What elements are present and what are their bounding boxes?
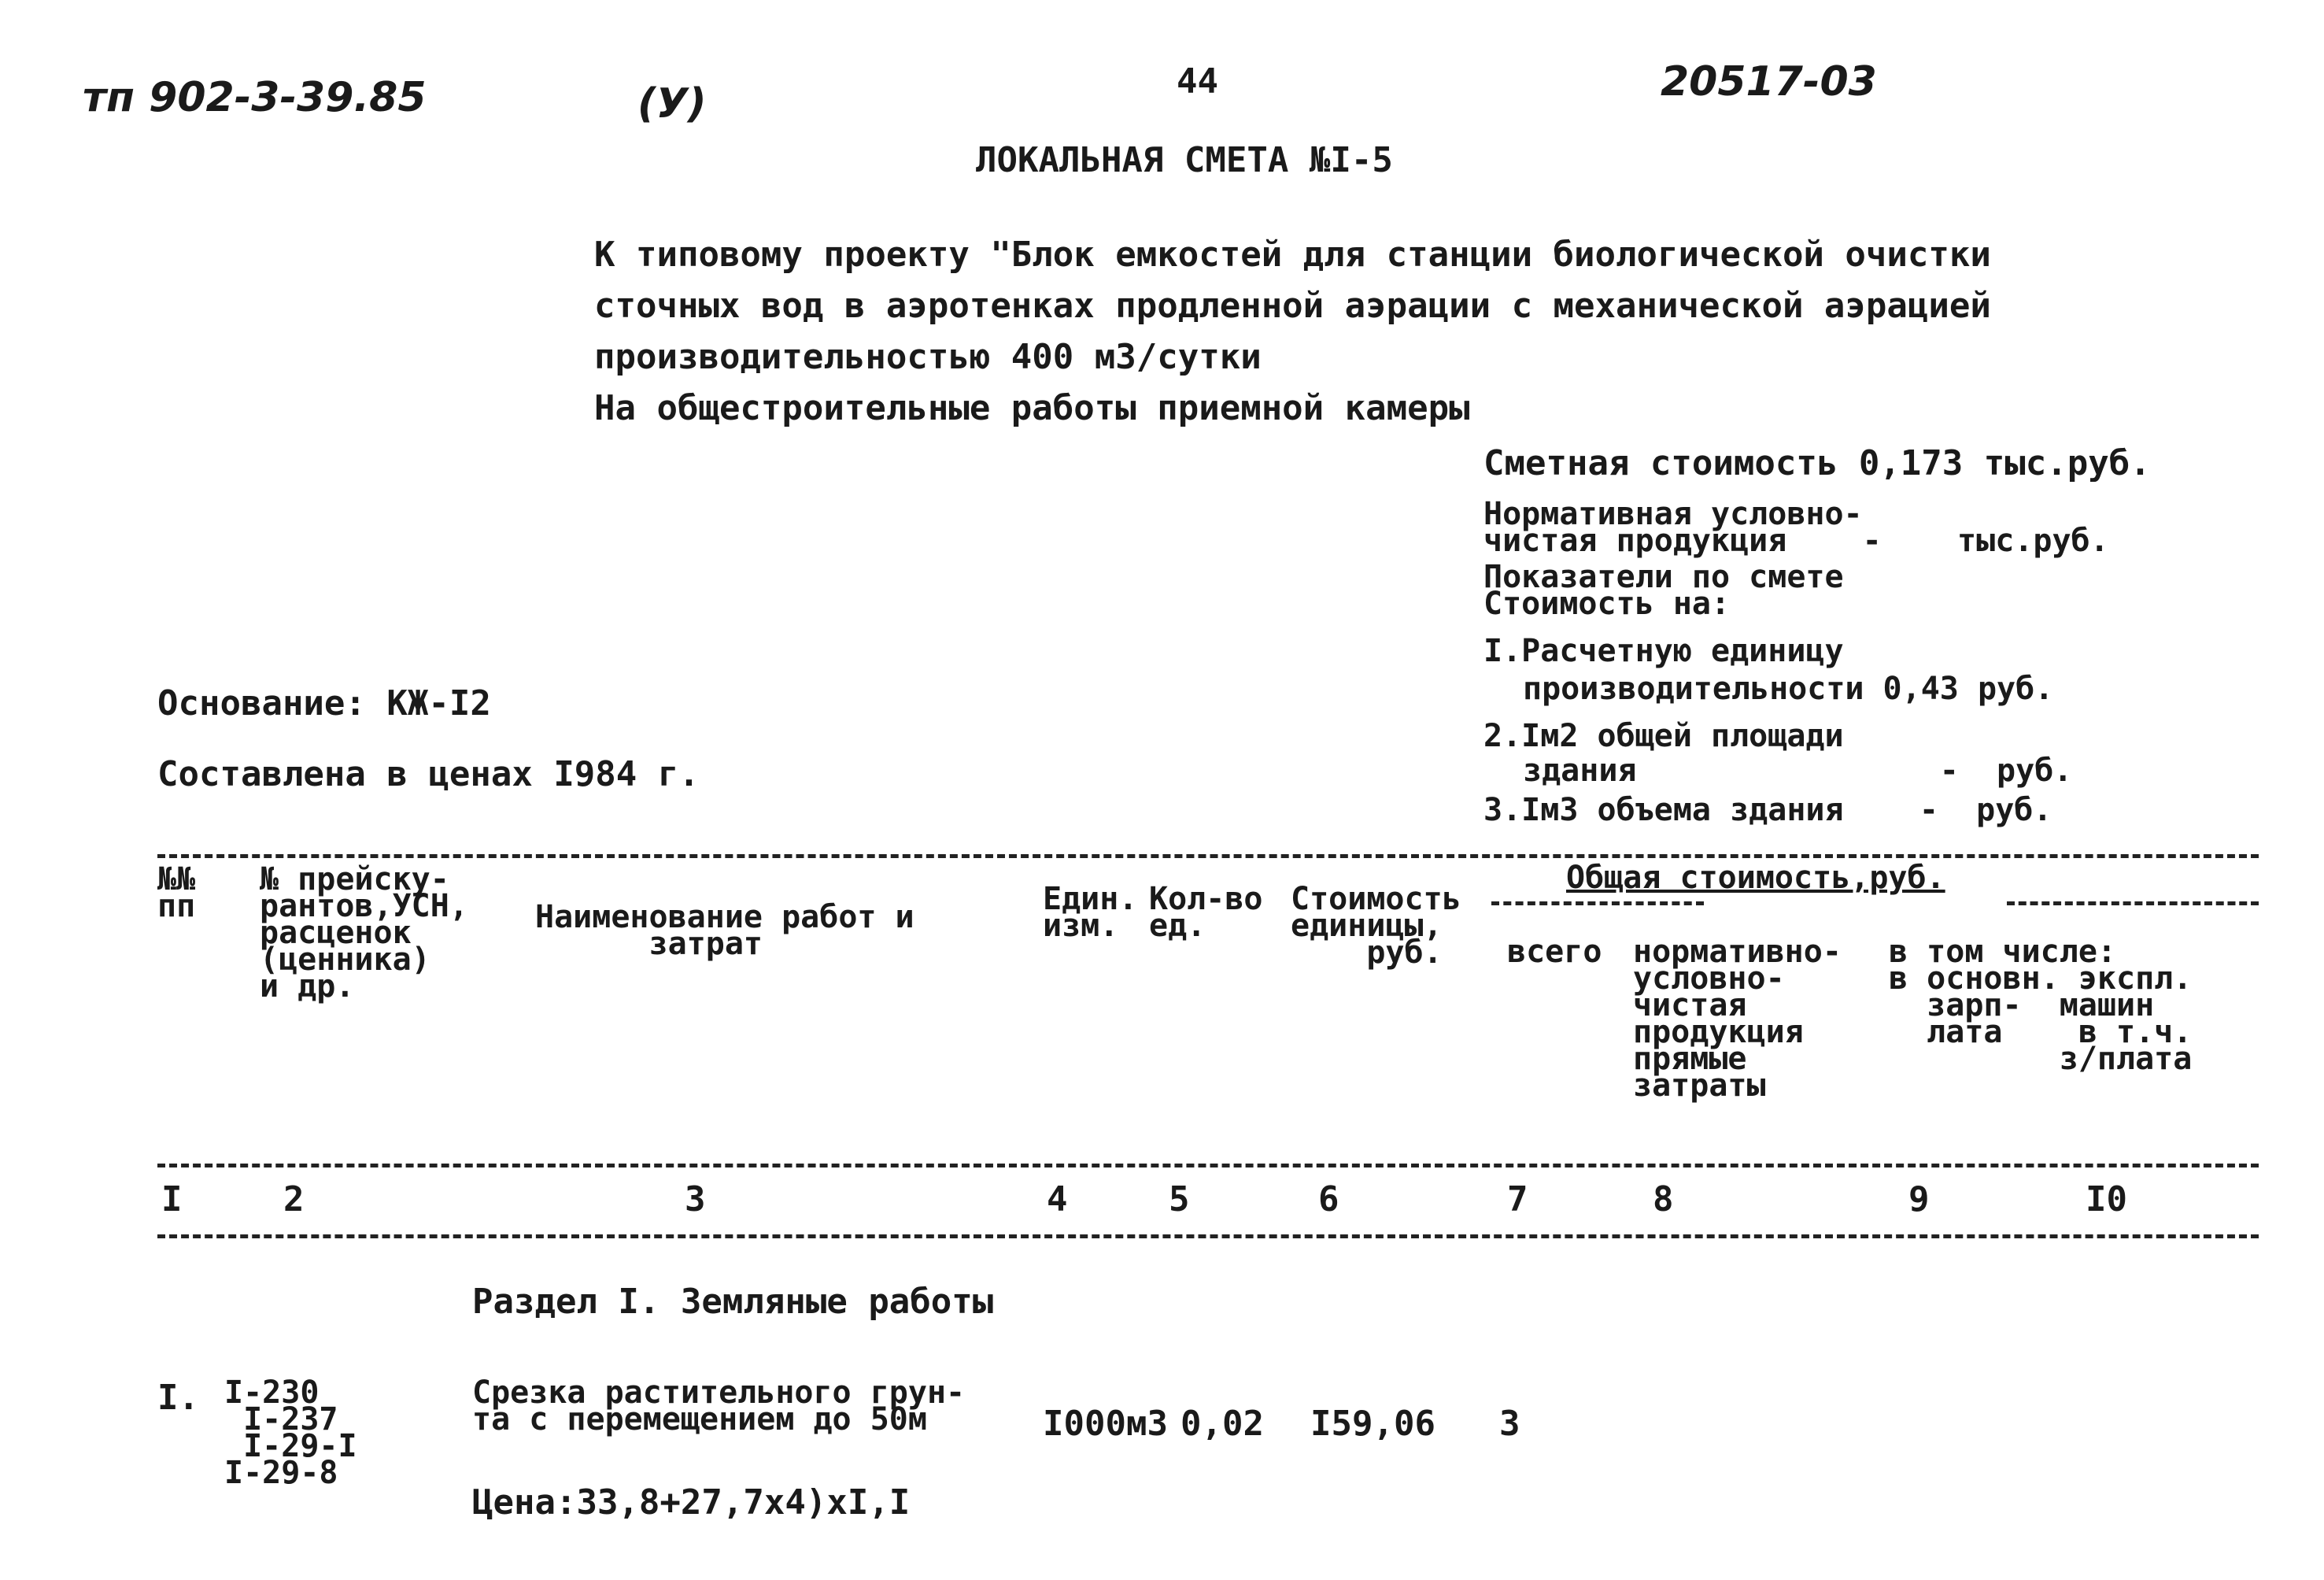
col-header-norm-product: нормативно- условно- чистая продукция прямые затраты xyxy=(1633,934,1842,1104)
row-quantity: 0,02 xyxy=(1180,1404,1264,1444)
doc-mark: (У) xyxy=(637,80,707,128)
basis: Основание: КЖ-I2 xyxy=(157,683,491,723)
col-number-7: 7 xyxy=(1507,1179,1528,1219)
indicator-2-line-1: 2.Iм2 общей площади xyxy=(1483,718,1844,754)
col-number-8: 8 xyxy=(1653,1179,1674,1219)
intro-line-1: К типовому проекту "Блок емкостей для станции биологической очистки xyxy=(594,235,1991,275)
total-group-rule-right xyxy=(2007,901,2259,905)
col-header-unit-cost: Стоимость единицы, руб. xyxy=(1291,881,1461,971)
norm-product-line-2: чистая продукция - тыс.руб. xyxy=(1483,523,2109,559)
indicator-1-line-2: производительности 0,43 руб. xyxy=(1523,671,2054,707)
row-unit-cost: I59,06 xyxy=(1310,1404,1435,1444)
intro-line-4: На общестроительные работы приемной камеры xyxy=(594,388,1470,428)
indicators-cost-on: Стоимость на: xyxy=(1483,586,1731,622)
column-numbers-bottom-rule xyxy=(157,1234,2259,1238)
row-price-list-codes: I-230 I-237 I-29-I I-29-8 xyxy=(224,1375,357,1491)
indicators-title: Показатели по смете xyxy=(1483,559,1844,595)
row-unit: I000м3 xyxy=(1043,1404,1168,1444)
col-number-4: 4 xyxy=(1047,1179,1068,1219)
col-number-9: 9 xyxy=(1908,1179,1930,1219)
row-price-formula: Цена:33,8+27,7х4)хI,I xyxy=(472,1482,911,1523)
col-header-price-list: № прейску- рантов,УСН, расценок (ценника) и др. xyxy=(260,861,468,1005)
col-header-including: в том числе: в основн. экспл. зарп- машин лата в т.ч. з/плата xyxy=(1889,934,2193,1077)
header-bottom-rule xyxy=(157,1164,2259,1167)
col-header-work-name: Наименование работ и затрат xyxy=(535,899,914,962)
section-title: Раздел I. Земляные работы xyxy=(472,1282,994,1322)
estimated-cost: Сметная стоимость 0,173 тыс.руб. xyxy=(1483,443,2151,483)
indicator-1-line-1: I.Расчетную единицу xyxy=(1483,633,1844,669)
table-top-rule xyxy=(157,854,2259,858)
row-total: 3 xyxy=(1499,1404,1520,1444)
row-work-name: Срезка растительного грун- та с перемещением до 50м xyxy=(472,1375,966,1438)
col-header-total: всего xyxy=(1507,934,1602,970)
page-title: ЛОКАЛЬНАЯ СМЕТА №I-5 xyxy=(976,140,1393,180)
row-number: I. xyxy=(157,1378,199,1418)
col-header-total-group: Общая стоимость,руб. xyxy=(1566,860,1945,896)
doc-code: тп 902-3-39.85 xyxy=(83,74,427,121)
inventory-number: 20517-03 xyxy=(1661,58,1877,105)
col-number-5: 5 xyxy=(1169,1179,1190,1219)
col-number-1: I xyxy=(161,1179,183,1219)
col-header-unit: Един. изм. xyxy=(1043,881,1138,944)
col-header-quantity: Кол-во ед. xyxy=(1149,881,1263,944)
price-year: Составлена в ценах I984 г. xyxy=(157,754,700,794)
indicator-3-line-1: 3.Iм3 объема здания - руб. xyxy=(1483,792,2052,828)
intro-line-3: производительностью 400 м3/сутки xyxy=(594,337,1262,377)
intro-line-2: сточных вод в аэротенках продленной аэрации с механической аэрацией xyxy=(594,286,1991,326)
total-group-rule-left xyxy=(1491,901,1704,905)
page-number: 44 xyxy=(1177,61,1218,102)
col-number-3: 3 xyxy=(685,1179,706,1219)
col-number-6: 6 xyxy=(1318,1179,1339,1219)
col-number-2: 2 xyxy=(283,1179,305,1219)
norm-product-line-1: Нормативная условно- xyxy=(1483,496,1863,532)
col-number-10: I0 xyxy=(2086,1179,2127,1219)
indicator-2-line-2: здания - руб. xyxy=(1523,753,2073,789)
col-header-number: №№ пп xyxy=(157,861,196,924)
